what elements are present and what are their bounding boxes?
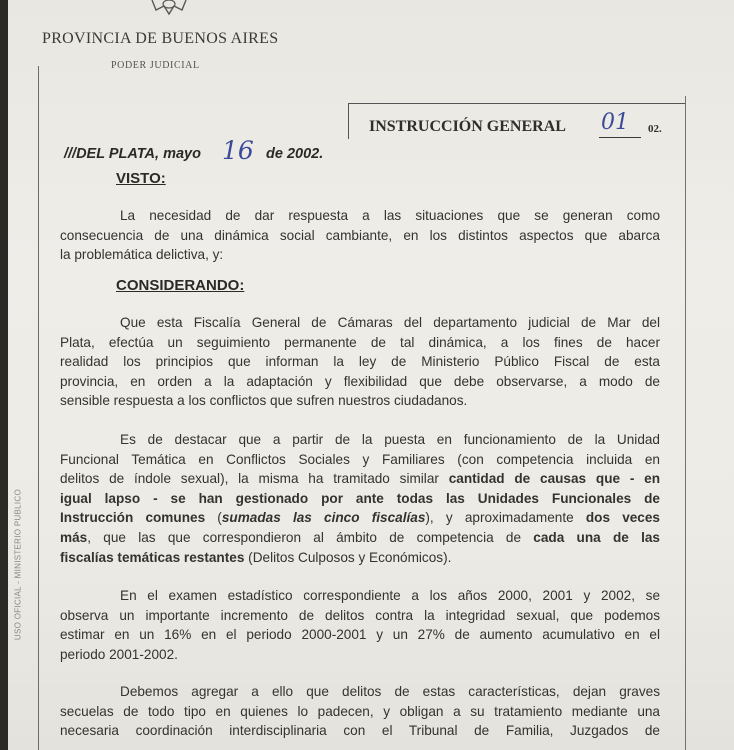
bold-run: cada una de las — [533, 529, 660, 545]
text-line: Funcional Temática en Conflictos Sociales y Familiares (con competencia incluida en — [60, 451, 660, 467]
paragraph-considerando-2 — [60, 430, 660, 567]
text-run: (Delitos Culposos y Económicos). — [244, 549, 452, 565]
text-line: sensible respuesta a los conflictos que sufren nuestros ciudadanos. — [60, 393, 468, 409]
paragraph-considerando-1 — [60, 313, 660, 411]
paragraph-considerando-3 — [60, 586, 660, 664]
bold-run: cantidad de causas que - en — [448, 471, 661, 487]
text-line — [60, 489, 660, 509]
bold-italic-run: sumadas las cinco fiscalías — [221, 510, 426, 526]
text-line: Que esta Fiscalía General de Cámaras del departamento judicial de Mar del — [120, 315, 660, 330]
coat-of-arms-emblem — [146, 0, 192, 16]
bold-run: igual lapso - se han gestionado por ante todas las Unidades Funcionales de — [60, 490, 660, 506]
text-line: observa un importante incremento de delitos contra la integridad sexual, que podemos — [60, 607, 660, 623]
document-page — [8, 0, 734, 750]
visto-heading: VISTO: — [116, 170, 166, 187]
dateline-place-month: ///DEL PLATA, mayo — [64, 146, 201, 162]
text-line: Es de destacar que a partir de la puesta en funcionamiento de la Unidad — [120, 432, 660, 447]
text-line — [60, 548, 660, 568]
text-line: secuelas de todo tipo en quienes lo padecen, y obligan a su tratamiento mediante una — [60, 703, 660, 719]
text-run: ( — [205, 510, 222, 526]
instruction-number-underline — [599, 137, 641, 138]
text-line: provincia, en orden a la adaptación y flexibilidad que debe observarse, a modo de — [60, 373, 660, 389]
text-line: La necesidad de dar respuesta a las situaciones que se generan como — [120, 208, 660, 223]
province-header: PROVINCIA DE BUENOS AIRES — [42, 30, 279, 47]
bold-run: más — [60, 529, 88, 545]
text-line: En el examen estadístico correspondiente a los años 2000, 2001 y 2002, se — [120, 588, 660, 603]
text-line: necesaria coordinación interdisciplinaria con el Tribunal de Familia, Juzgados de — [60, 723, 660, 739]
instruction-number-handwritten: 01 — [601, 110, 629, 135]
text-line — [60, 528, 660, 548]
paragraph-visto — [60, 206, 660, 265]
dateline-year: de 2002. — [266, 146, 324, 162]
text-line: estimar en un 16% en el periodo 2000-2001 y un 27% de aumento acumulativo en el — [60, 627, 660, 643]
text-line: Plata, efectúa un seguimiento permanente de tal dinámica, a los fines de hacer — [60, 334, 660, 350]
text-line: Debemos agregar a ello que delitos de estas características, dejan graves — [120, 684, 660, 699]
right-margin-rule — [685, 96, 686, 750]
bold-run: fiscalías temáticas restantes — [60, 549, 245, 565]
judicial-branch-subheader: PODER JUDICIAL — [111, 60, 200, 71]
considerando-heading: CONSIDERANDO: — [116, 277, 245, 294]
instruction-year: 02. — [648, 123, 662, 135]
text-line: periodo 2001-2002. — [60, 646, 178, 662]
official-use-side-stamp: USO OFICIAL - MINISTERIO PUBLICO — [13, 488, 23, 641]
left-margin-rule — [38, 66, 39, 750]
bold-run: dos veces — [585, 510, 660, 526]
text-line — [60, 508, 660, 528]
dateline-day-handwritten: 16 — [222, 136, 254, 165]
text-run: delitos de índole sexual), la misma ha tramitado similar — [60, 471, 449, 487]
text-line — [60, 469, 660, 489]
instruction-title: INSTRUCCIÓN GENERAL — [369, 118, 566, 135]
text-line: realidad los principios que informan la ley de Ministerio Público Fiscal de esta — [60, 354, 660, 370]
bold-run: Instrucción comunes — [60, 510, 206, 526]
paragraph-considerando-4 — [60, 682, 660, 741]
text-line: consecuencia de una dinámica social cambiante, en los distintos aspectos que abarca — [60, 227, 660, 243]
text-run: ), y aproximadamente — [425, 510, 586, 526]
text-line: la problemática delictiva, y: — [60, 247, 224, 263]
text-run: , que las que correspondieron al ámbito de competencia de — [87, 529, 534, 545]
